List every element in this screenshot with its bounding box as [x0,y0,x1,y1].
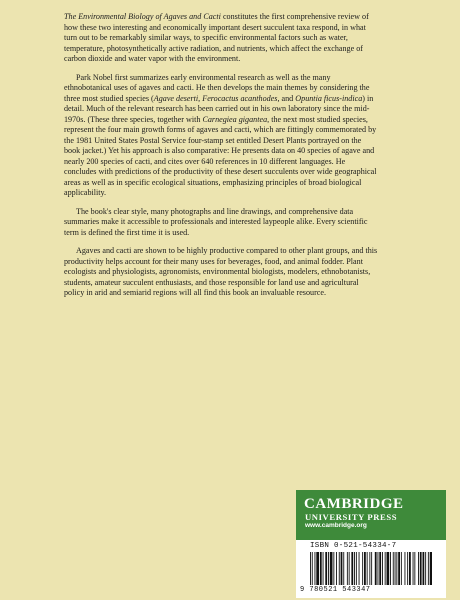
barcode-bar [356,552,357,585]
barcode-bar [325,552,327,585]
barcode-bar [343,552,344,585]
barcode-icon [310,552,432,590]
barcode-bar [330,552,333,585]
barcode-bar [349,552,350,585]
barcode-bar [425,552,426,585]
blurb-paragraph-4: Agaves and cacti are shown to be highly productive compared to other plant groups, and this productivity helps account for their many uses for beverages, food, and animal fodder. Plant ecologists and physiologists, agronomists, environmental biologists, modelers, ethnobotanists, students, amateur succulent enthusiasts, and those responsible for land use and agricultural policy in arid and semiarid regions will all find this book an invaluable resource. [64,246,378,298]
barcode-bar [328,552,329,585]
isbn-label: ISBN 0-521-54334-7 [310,542,397,550]
barcode-bar [367,552,368,585]
publisher-name: CAMBRIDGE [304,496,404,512]
barcode-bar [393,552,394,585]
barcode-bar [339,552,340,585]
blurb-paragraph-2: Park Nobel first summarizes early environmental research as well as the many ethnobotanical uses of agaves and cacti. He then develops the main themes by considering the three most studied species (Agave deserti, Ferocactus acanthodes, and Opuntia ficus-indica) in detail. Much of the relevant research has been carried out in his own laboratory since the mid-1970s. (These three species, together with Carnegiea gigantea, the next most studied species, represent the four main growth forms of agaves and cacti, which are fittingly commemorated by the 1981 United States Postal Service four-stamp set entitled Desert Plants portrayed on the book jacket.) Yet his approach is also comparative: He presents data on 40 species of agave and nearly 200 species of cacti, and cites over 640 references in 10 different languages. He concludes with predictions of the productivity of these desert succulents over wide geographical areas as well as in specific ecological situations, emphasizing principles of broad biological applicability. [64,72,377,198]
barcode-bar [409,552,411,585]
species-name: Agave deserti [153,93,199,103]
barcode-bar [430,552,432,585]
barcode-bar [405,552,406,585]
barcode-bar [390,552,391,585]
barcode-bar [396,552,397,585]
barcode-bar [413,552,414,585]
barcode-bar [378,552,379,585]
barcode-bar [362,552,363,585]
barcode-bar [379,552,381,585]
blurb-paragraph-3: The book's clear style, many photographs and line drawings, and comprehensive data summaries make it accessible to professionals and interested laypeople alike. Every scientific term is defined the first time it is used. [64,206,368,237]
barcode-bar [428,552,429,585]
barcode-bar [423,552,425,585]
barcode-bar [320,552,322,585]
barcode-bar [316,552,319,585]
barcode-bar [347,552,348,585]
species-name: Carnegiea gigantea [202,114,268,124]
barcode-bar [369,552,370,585]
publisher-logo [296,490,446,540]
barcode-panel [296,540,446,598]
barcode-bar [323,552,324,585]
barcode-bar [398,552,400,585]
book-title: The Environmental Biology of Agaves and Cacti [64,12,221,21]
barcode-bar [385,552,386,585]
barcode-bar [382,552,383,585]
barcode-bar [315,552,316,585]
barcode-bar [414,552,415,585]
blurb-paragraph-1: The Environmental Biology of Agaves and Cacti constitutes the first comprehensive review of how these two interesting and economically important desert succulent taxa respond, in what turn out to be remarkably similar ways, to specific environmental factors such as water, temperature, photosynthetically active radiation, and nutrients, which affect the exchange of carbon dioxide and water vapor with the environment. [64,12,369,64]
barcode-bar [387,552,390,585]
publisher-press: UNIVERSITY PRESS [305,512,398,522]
barcode-bar [351,552,353,585]
barcode-bar [371,552,372,585]
barcode-bar [310,552,311,585]
barcode-bar [420,552,422,585]
barcode-bar [354,552,355,585]
barcode-bar [312,552,313,585]
barcode-bar [418,552,419,585]
barcode-bar [364,552,366,585]
barcode-bar [375,552,377,585]
barcode-bar [341,552,343,585]
back-cover-blurb [64,12,378,299]
species-name: Opuntia ficus-indica [295,93,363,103]
barcode-bar [401,552,402,585]
barcode-bar [333,552,334,585]
barcode-bar [359,552,360,585]
barcode-bar [336,552,337,585]
species-name: Ferocactus acanthodes [202,93,278,103]
publisher-url: www.cambridge.org [305,522,367,529]
barcode-bar [395,552,396,585]
barcode-bar [407,552,408,585]
barcode-number: 9 780521 543347 [300,586,371,594]
